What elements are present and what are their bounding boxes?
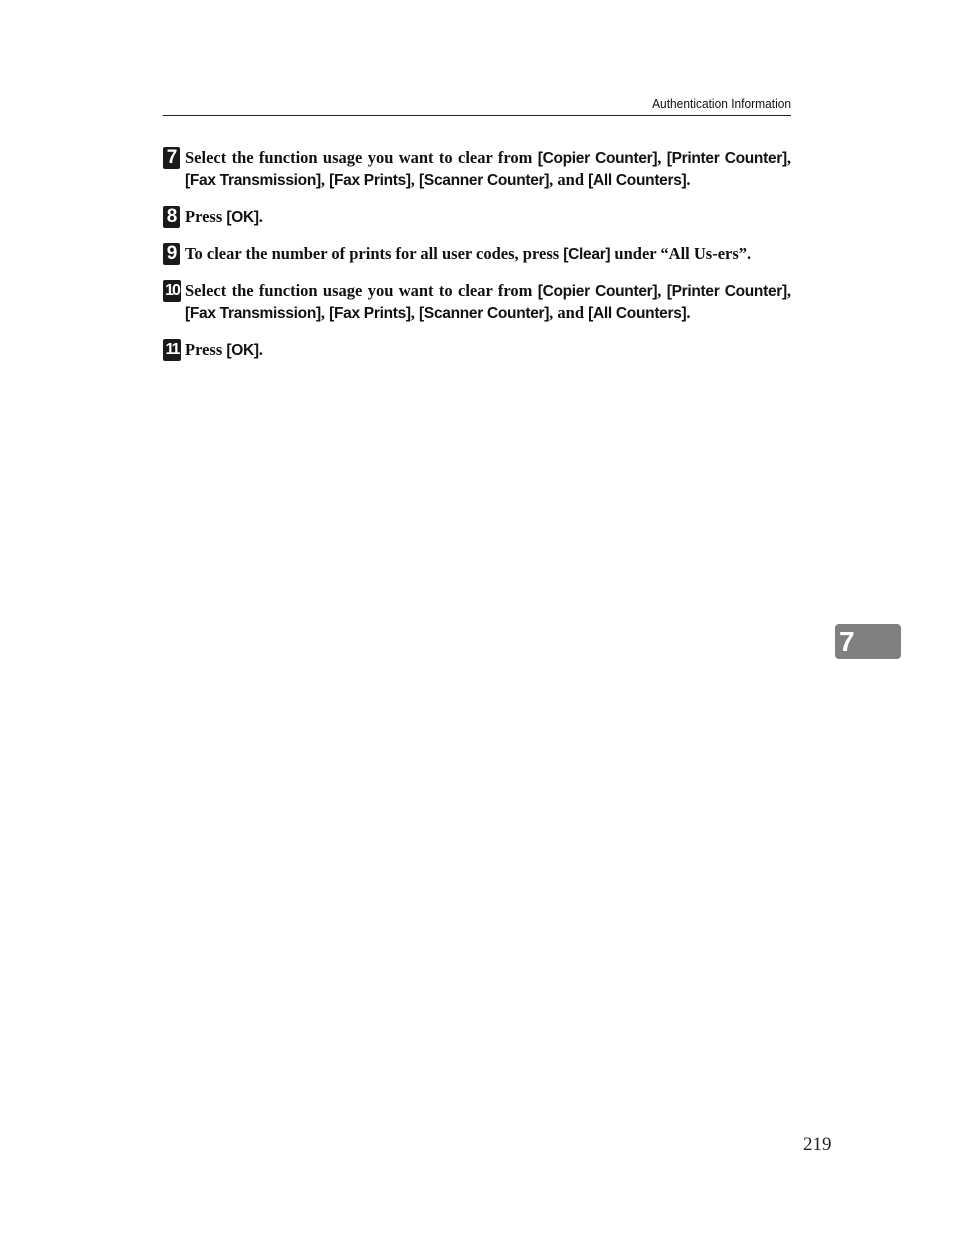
step-9 [163, 243, 791, 265]
step-text [185, 280, 791, 324]
text-run: . [686, 303, 691, 322]
step-list [163, 147, 791, 376]
step-number-badge: 11 [163, 339, 181, 361]
text-run: , [786, 148, 791, 167]
step-11 [163, 339, 791, 361]
page-header [163, 96, 791, 116]
text-run: , [657, 148, 667, 167]
key-label: [Copier Counter] [537, 283, 658, 300]
key-label: [Fax Prints] [329, 172, 411, 189]
text-run: , [657, 281, 667, 300]
key-label: [Scanner Counter] [419, 305, 550, 322]
text-run: To clear the number of prints for all user codes, press [185, 244, 564, 263]
key-label: [Fax Prints] [329, 305, 411, 322]
step-number-badge: 7 [163, 147, 180, 169]
text-run: Select the function usage you want to clear from [185, 148, 538, 167]
text-run: . [686, 170, 691, 189]
text-run: , and [549, 303, 589, 322]
key-label: [All Counters] [588, 172, 687, 189]
text-run: Press [185, 207, 227, 226]
key-label: [Clear] [563, 246, 611, 263]
step-text [185, 339, 791, 361]
chapter-tab: 7 [835, 624, 901, 659]
key-label: [OK] [226, 209, 259, 226]
text-run: , [320, 170, 330, 189]
text-run: Select the function usage you want to clear from [185, 281, 538, 300]
text-run: . [258, 340, 263, 359]
key-label: [Fax Transmission] [185, 305, 321, 322]
key-label: [All Counters] [588, 305, 687, 322]
text-run: , [320, 303, 330, 322]
key-label: [Copier Counter] [537, 150, 658, 167]
step-text [185, 243, 791, 265]
step-number-badge: 8 [163, 206, 180, 228]
key-label: [Printer Counter] [666, 150, 787, 167]
page-number: 219 [803, 1134, 832, 1155]
step-number-badge: 9 [163, 243, 180, 265]
key-label: [Scanner Counter] [419, 172, 550, 189]
text-run: , [410, 170, 420, 189]
key-label: [Printer Counter] [666, 283, 787, 300]
step-number-badge: 10 [163, 280, 181, 302]
text-run: Press [185, 340, 227, 359]
key-label: [OK] [226, 342, 259, 359]
text-run: , [786, 281, 791, 300]
text-run: . [258, 207, 263, 226]
step-10 [163, 280, 791, 324]
step-8 [163, 206, 791, 228]
text-run: , and [549, 170, 589, 189]
text-run: under “All Us-ers”. [610, 244, 752, 263]
step-text [185, 206, 791, 228]
step-7 [163, 147, 791, 191]
step-text [185, 147, 791, 191]
key-label: [Fax Transmission] [185, 172, 321, 189]
text-run: , [410, 303, 420, 322]
header-title: Authentication Information [652, 96, 791, 111]
